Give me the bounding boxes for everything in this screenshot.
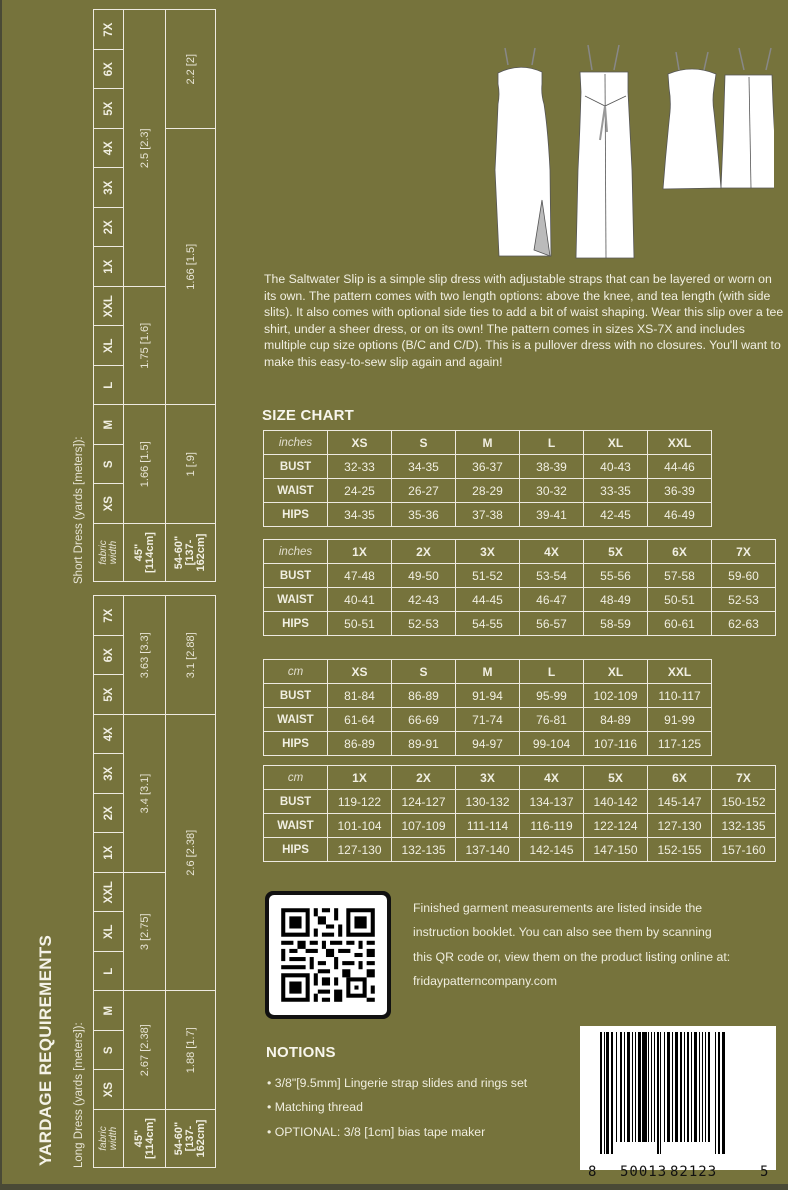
- cell: 84-89: [584, 708, 648, 732]
- website-link[interactable]: fridaypatterncompany.com: [413, 973, 557, 988]
- notions-list: [267, 1071, 527, 1144]
- cell: 86-89: [328, 732, 392, 756]
- size-header: 5X: [584, 766, 648, 790]
- cell: 107-116: [584, 732, 648, 756]
- row-label: HIPS: [264, 503, 328, 527]
- size-header: 5X: [94, 675, 124, 715]
- short-dress-front-drawing: [663, 52, 721, 189]
- size-header: XXL: [648, 431, 712, 455]
- size-header: 7X: [712, 540, 776, 564]
- size-header: M: [456, 431, 520, 455]
- cell: 132-135: [392, 838, 456, 862]
- cell: 59-60: [712, 564, 776, 588]
- bullet-icon: •: [267, 1100, 275, 1115]
- size-header: 6X: [648, 766, 712, 790]
- short-dress-label: Short Dress (yards [meters]):: [73, 436, 85, 584]
- yardage-value: 2.5 [2.3]: [124, 10, 166, 287]
- cell: 150-152: [712, 790, 776, 814]
- size-header: 2X: [392, 766, 456, 790]
- cell: 117-125: [648, 732, 712, 756]
- yardage-value: 3 [2.75]: [124, 873, 166, 992]
- waist-row: [264, 588, 776, 612]
- cell: 81-84: [328, 684, 392, 708]
- size-header: 6X: [648, 540, 712, 564]
- cell: 140-142: [584, 790, 648, 814]
- size-header: L: [94, 952, 124, 992]
- size-chart-title: SIZE CHART: [262, 407, 354, 424]
- cell: 102-109: [584, 684, 648, 708]
- waist-row: [264, 479, 712, 503]
- bust-row: [264, 564, 776, 588]
- qr-note: [413, 896, 788, 993]
- cell: 51-52: [456, 564, 520, 588]
- notions-title: NOTIONS: [266, 1044, 336, 1061]
- fabric-width-value: 45" [114cm]: [124, 1110, 166, 1168]
- cell: 116-119: [520, 814, 584, 838]
- bullet-icon: •: [267, 1124, 275, 1139]
- size-header: 2X: [94, 794, 124, 834]
- cell: 34-35: [328, 503, 392, 527]
- size-header: 1X: [94, 247, 124, 287]
- size-chart-header-row: [264, 660, 712, 684]
- bust-row: [264, 684, 712, 708]
- cell: 119-122: [328, 790, 392, 814]
- fabric-width-value: 54-60" [137- 162cm]: [166, 524, 216, 582]
- row-label: WAIST: [264, 708, 328, 732]
- size-header: XS: [328, 431, 392, 455]
- cell: 26-27: [392, 479, 456, 503]
- cell: 62-63: [712, 612, 776, 636]
- qr-note-line: Finished garment measurements are listed inside the: [413, 901, 703, 915]
- yardage-title: YARDAGE REQUIREMENTS: [36, 934, 55, 1166]
- cell: 94-97: [456, 732, 520, 756]
- size-header: 5X: [94, 89, 124, 129]
- size-header: M: [94, 405, 124, 445]
- cell: 48-49: [584, 588, 648, 612]
- size-header: XS: [328, 660, 392, 684]
- size-chart-header-row: [264, 540, 776, 564]
- cell: 124-127: [392, 790, 456, 814]
- cell: 34-35: [392, 455, 456, 479]
- bust-row: [264, 455, 712, 479]
- fabric-width-value: 45" [114cm]: [124, 524, 166, 582]
- cell: 71-74: [456, 708, 520, 732]
- size-header: XS: [94, 484, 124, 524]
- fabric-width-value: 54-60" [137- 162cm]: [166, 1110, 216, 1168]
- row-label: BUST: [264, 455, 328, 479]
- cell: 95-99: [520, 684, 584, 708]
- cell: 152-155: [648, 838, 712, 862]
- cell: 58-59: [584, 612, 648, 636]
- qr-code[interactable]: [265, 891, 391, 1019]
- cell: 99-104: [520, 732, 584, 756]
- cell: 145-147: [648, 790, 712, 814]
- row-label: WAIST: [264, 479, 328, 503]
- cell: 42-43: [392, 588, 456, 612]
- yardage-value: 3.63 [3.3]: [124, 596, 166, 715]
- cell: 36-37: [456, 455, 520, 479]
- cell: 49-50: [392, 564, 456, 588]
- cell: 91-99: [648, 708, 712, 732]
- hips-row: [264, 732, 712, 756]
- size-header: 2X: [94, 208, 124, 248]
- size-header: M: [456, 660, 520, 684]
- cell: 55-56: [584, 564, 648, 588]
- size-header: 1X: [328, 766, 392, 790]
- size-header: L: [520, 431, 584, 455]
- size-header: 3X: [94, 168, 124, 208]
- cell: 47-48: [328, 564, 392, 588]
- size-chart-header-row: [264, 766, 776, 790]
- cell: 132-135: [712, 814, 776, 838]
- yardage-value: 1.88 [1.7]: [166, 991, 216, 1110]
- bullet-icon: •: [267, 1076, 275, 1090]
- size-header: M: [94, 991, 124, 1031]
- size-header: 1X: [94, 833, 124, 873]
- size-header: 3X: [456, 540, 520, 564]
- size-header: L: [94, 366, 124, 406]
- notions-item: • 3/8"[9.5mm] Lingerie strap slides and rings set: [267, 1076, 528, 1090]
- row-label: HIPS: [264, 732, 328, 756]
- hips-row: [264, 838, 776, 862]
- row-label: BUST: [264, 564, 328, 588]
- cell: 57-58: [648, 564, 712, 588]
- fabric-width-header: fabric width: [94, 1110, 124, 1168]
- cell: 52-53: [712, 588, 776, 612]
- row-label: WAIST: [264, 814, 328, 838]
- yardage-value: 1 [.9]: [166, 405, 216, 524]
- yardage-value: 2.6 [2.38]: [166, 715, 216, 992]
- yardage-row-45in: [124, 596, 166, 1168]
- size-header: 7X: [94, 596, 124, 636]
- yardage-value: 1.75 [1.6]: [124, 287, 166, 406]
- cell: 40-41: [328, 588, 392, 612]
- cell: 33-35: [584, 479, 648, 503]
- size-header: 4X: [520, 540, 584, 564]
- long-dress-label: Long Dress (yards [meters]):: [73, 1022, 85, 1168]
- size-header: L: [520, 660, 584, 684]
- hips-row: [264, 503, 712, 527]
- row-label: WAIST: [264, 588, 328, 612]
- barcode: 8 50013 82123 5: [580, 1026, 776, 1170]
- size-header: XXL: [94, 873, 124, 913]
- cell: 37-38: [456, 503, 520, 527]
- unit-label: cm: [264, 660, 328, 684]
- long-dress-yardage-table: [93, 596, 215, 1168]
- cell: 101-104: [328, 814, 392, 838]
- yardage-value: 3.4 [3.1]: [124, 715, 166, 873]
- cell: 42-45: [584, 503, 648, 527]
- cell: 32-33: [328, 455, 392, 479]
- notions-item: • OPTIONAL: 3/8 [1cm] bias tape maker: [267, 1124, 486, 1139]
- size-header: XXL: [648, 660, 712, 684]
- qr-code-icon: [269, 895, 387, 1015]
- cell: 46-49: [648, 503, 712, 527]
- cell: 53-54: [520, 564, 584, 588]
- row-label: BUST: [264, 684, 328, 708]
- yardage-value: 1.66 [1.5]: [166, 129, 216, 406]
- cell: 76-81: [520, 708, 584, 732]
- notions-item: • Matching thread: [267, 1100, 363, 1115]
- unit-label: cm: [264, 766, 328, 790]
- size-header: XS: [94, 1070, 124, 1110]
- cell: 44-46: [648, 455, 712, 479]
- cell: 110-117: [648, 684, 712, 708]
- cell: 130-132: [456, 790, 520, 814]
- cell: 46-47: [520, 588, 584, 612]
- cell: 147-150: [584, 838, 648, 862]
- cell: 89-91: [392, 732, 456, 756]
- size-header: 6X: [94, 636, 124, 676]
- waist-row: [264, 814, 776, 838]
- row-label: BUST: [264, 790, 328, 814]
- yardage-row-54-60in: [166, 10, 216, 582]
- size-header: S: [94, 1031, 124, 1071]
- size-header: 5X: [584, 540, 648, 564]
- yardage-value: 2.2 [2]: [166, 10, 216, 129]
- size-chart-header-row: [264, 431, 712, 455]
- long-dress-back-drawing: [576, 45, 634, 258]
- size-header: 3X: [456, 766, 520, 790]
- cell: 50-51: [328, 612, 392, 636]
- cell: 111-114: [456, 814, 520, 838]
- yardage-size-header-row: [94, 596, 124, 1168]
- cell: 30-32: [520, 479, 584, 503]
- fabric-width-header: fabric width: [94, 524, 124, 582]
- size-chart-cm-xs-xxl: [263, 659, 712, 756]
- row-label: HIPS: [264, 838, 328, 862]
- size-chart-inches-xs-xxl: [263, 430, 712, 527]
- cell: 56-57: [520, 612, 584, 636]
- cell: 86-89: [392, 684, 456, 708]
- cell: 142-145: [520, 838, 584, 862]
- cell: 107-109: [392, 814, 456, 838]
- cell: 28-29: [456, 479, 520, 503]
- cell: 127-130: [648, 814, 712, 838]
- size-header: S: [392, 431, 456, 455]
- cell: 66-69: [392, 708, 456, 732]
- size-chart-cm-1x-7x: [263, 765, 776, 862]
- size-header: XL: [94, 912, 124, 952]
- cell: 40-43: [584, 455, 648, 479]
- size-header: 1X: [328, 540, 392, 564]
- cell: 134-137: [520, 790, 584, 814]
- size-header: 7X: [94, 10, 124, 50]
- short-dress-yardage-table: [93, 10, 215, 582]
- cell: 91-94: [456, 684, 520, 708]
- qr-note-line: instruction booklet. You can also see them by scanning: [413, 925, 712, 940]
- cell: 50-51: [648, 588, 712, 612]
- yardage-row-54-60in: [166, 596, 216, 1168]
- bust-row: [264, 790, 776, 814]
- cell: 127-130: [328, 838, 392, 862]
- cell: 54-55: [456, 612, 520, 636]
- size-header: S: [94, 445, 124, 485]
- cell: 24-25: [328, 479, 392, 503]
- waist-row: [264, 708, 712, 732]
- cell: 39-41: [520, 503, 584, 527]
- cell: 35-36: [392, 503, 456, 527]
- size-header: XL: [584, 431, 648, 455]
- cell: 157-160: [712, 838, 776, 862]
- cell: 122-124: [584, 814, 648, 838]
- size-header: 4X: [94, 715, 124, 755]
- row-label: HIPS: [264, 612, 328, 636]
- barcode-bars-icon: [580, 1026, 776, 1170]
- cell: 44-45: [456, 588, 520, 612]
- cell: 38-39: [520, 455, 584, 479]
- yardage-value: 1.66 [1.5]: [124, 405, 166, 524]
- size-header: XL: [94, 326, 124, 366]
- size-header: XL: [584, 660, 648, 684]
- yardage-value: 3.1 [2.88]: [166, 596, 216, 715]
- size-header: XXL: [94, 287, 124, 327]
- unit-label: inches: [264, 540, 328, 564]
- size-header: 6X: [94, 50, 124, 90]
- yardage-value: 2.67 [2.38]: [124, 991, 166, 1110]
- hips-row: [264, 612, 776, 636]
- size-header: 2X: [392, 540, 456, 564]
- short-dress-back-drawing: [721, 48, 774, 188]
- cell: 61-64: [328, 708, 392, 732]
- yardage-row-45in: [124, 10, 166, 582]
- dress-technical-drawings: [464, 20, 774, 260]
- size-chart-inches-1x-7x: [263, 539, 776, 636]
- long-dress-front-drawing: [495, 48, 551, 256]
- size-header: 4X: [94, 129, 124, 169]
- size-header: 3X: [94, 754, 124, 794]
- qr-note-line: this QR code or, view them on the product listing online at:: [413, 949, 731, 964]
- cell: 52-53: [392, 612, 456, 636]
- pattern-back-cover: [2, 0, 788, 1184]
- cell: 36-39: [648, 479, 712, 503]
- size-header: 7X: [712, 766, 776, 790]
- cell: 137-140: [456, 838, 520, 862]
- unit-label: inches: [264, 431, 328, 455]
- size-header: S: [392, 660, 456, 684]
- yardage-size-header-row: [94, 10, 124, 582]
- pattern-description: The Saltwater Slip is a simple slip dress with adjustable straps that can be layered or worn on its own. The pattern comes with two length options: above the knee, and tea length (with side slits). It also comes with optional side ties to add a bit of waist shaping. Wear this slip over a tee shirt, under a sheer dress, or on its own! The pattern comes in sizes XS-7X and includes multiple cup size options (B/C and C/D). This is a pullover dress with no closures. You'll want to make this easy-to-sew slip again and again!: [264, 272, 784, 369]
- size-header: 4X: [520, 766, 584, 790]
- cell: 60-61: [648, 612, 712, 636]
